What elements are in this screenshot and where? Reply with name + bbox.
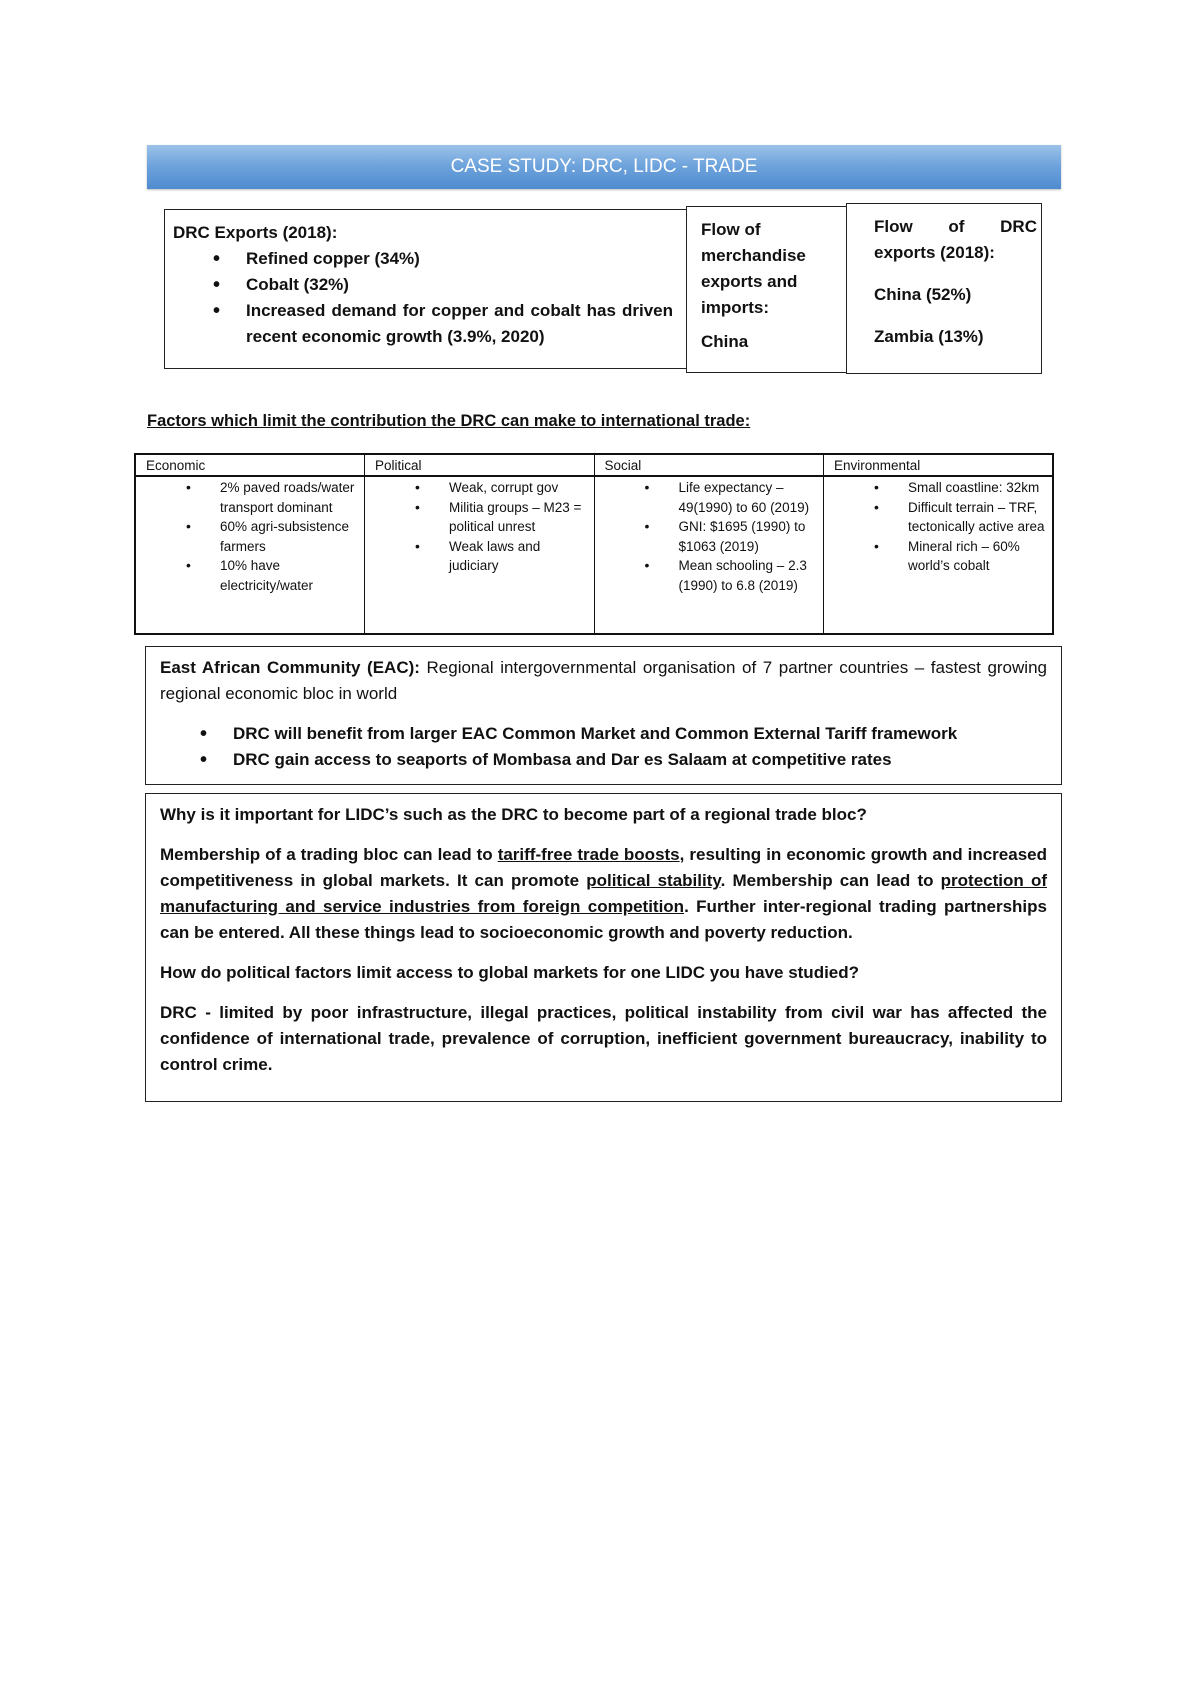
answer-1-text: Membership of a trading bloc can lead to: [160, 845, 498, 864]
flow-drc-item-china: China (52%): [874, 285, 972, 304]
flow-drc-item-zambia: Zambia (13%): [874, 327, 984, 346]
eac-text: Regional intergovernmental organisation of 7 partner countries – fastest growing regional economic bloc in world: [160, 658, 1047, 703]
table-row: [135, 476, 1053, 634]
eac-title: East African Community (EAC):: [160, 658, 420, 677]
column-header-environmental: Environmental: [824, 454, 1054, 476]
list-item: • GNI: $1695 (1990) to $1063 (2019): [595, 517, 824, 556]
answer-1-text: , resulting in economic growth and increased competitiveness in global markets. It can promote: [160, 845, 1047, 890]
question-2: How do political factors limit access to global markets for one LIDC you have studied?: [160, 963, 860, 982]
flow-drc-heading: Flow of DRC exports (2018):: [874, 217, 1037, 262]
list-item: • Cobalt (32%): [173, 272, 673, 298]
list-item: • 60% agri-subsistence farmers: [136, 517, 364, 556]
question-1: Why is it important for LIDC’s such as the DRC to become part of a regional trade bloc?: [160, 805, 867, 824]
answer-1-text: . Further inter-regional trading partnerships can be entered. All these things lead to socioeconomic growth and poverty reduction.: [160, 897, 1047, 942]
flow-drc-exports-box: [846, 203, 1042, 374]
list-item: • Mineral rich – 60% world’s cobalt: [824, 537, 1052, 576]
answer-1-underline: protection of manufacturing and service industries from foreign competition: [160, 871, 1047, 916]
social-cell: [594, 476, 824, 634]
economic-cell: [135, 476, 365, 634]
answer-1-underline: tariff-free trade boosts: [497, 845, 680, 864]
qa-box: [145, 793, 1062, 1102]
factors-heading: Factors which limit the contribution the DRC can make to international trade:: [147, 412, 751, 430]
list-item: • DRC gain access to seaports of Mombasa and Dar es Salaam at competitive rates: [160, 747, 1047, 773]
flow-merchandise-value: China: [701, 332, 749, 351]
environmental-cell: [824, 476, 1054, 634]
column-header-social: Social: [594, 454, 824, 476]
list-item: • Weak laws and judiciary: [365, 537, 594, 576]
list-item: • 10% have electricity/water: [136, 556, 364, 595]
list-item: • Weak, corrupt gov: [365, 478, 594, 498]
column-header-economic: Economic: [135, 454, 365, 476]
eac-description: [160, 655, 1047, 707]
list-item: • Refined copper (34%): [173, 246, 673, 272]
list-item: • Militia groups – M23 = political unrest: [365, 498, 594, 537]
answer-1: [160, 842, 1047, 946]
list-item: • Small coastline: 32km: [824, 478, 1052, 498]
political-cell: [365, 476, 595, 634]
drc-exports-list: [173, 246, 673, 350]
column-header-political: Political: [365, 454, 595, 476]
answer-2: DRC - limited by poor infrastructure, illegal practices, political instability from civil war has affected the confidence of international trade, prevalence of corruption, inefficient government bureaucracy, inability to control crime.: [160, 1003, 1047, 1074]
list-item: • Increased demand for copper and cobalt has driven recent economic growth (3.9%, 2020): [173, 298, 673, 350]
list-item: • 2% paved roads/water transport dominant: [136, 478, 364, 517]
eac-list: [160, 721, 1047, 773]
factors-table: [134, 453, 1054, 635]
list-item: • Life expectancy – 49(1990) to 60 (2019): [595, 478, 824, 517]
case-study-banner: CASE STUDY: DRC, LIDC - TRADE: [147, 145, 1061, 189]
drc-exports-box: [164, 209, 688, 369]
flow-merchandise-heading: Flow of merchandise exports and imports:: [701, 220, 806, 317]
list-item: • DRC will benefit from larger EAC Common Market and Common External Tariff framework: [160, 721, 1047, 747]
answer-1-text: . Membership can lead to: [720, 871, 941, 890]
eac-box: [145, 646, 1062, 785]
list-item: • Mean schooling – 2.3 (1990) to 6.8 (2019): [595, 556, 824, 595]
list-item: • Difficult terrain – TRF, tectonically active area: [824, 498, 1052, 537]
answer-1-underline: political stability: [586, 871, 721, 890]
flow-merchandise-box: [686, 206, 848, 373]
drc-exports-heading: DRC Exports (2018):: [173, 223, 338, 242]
